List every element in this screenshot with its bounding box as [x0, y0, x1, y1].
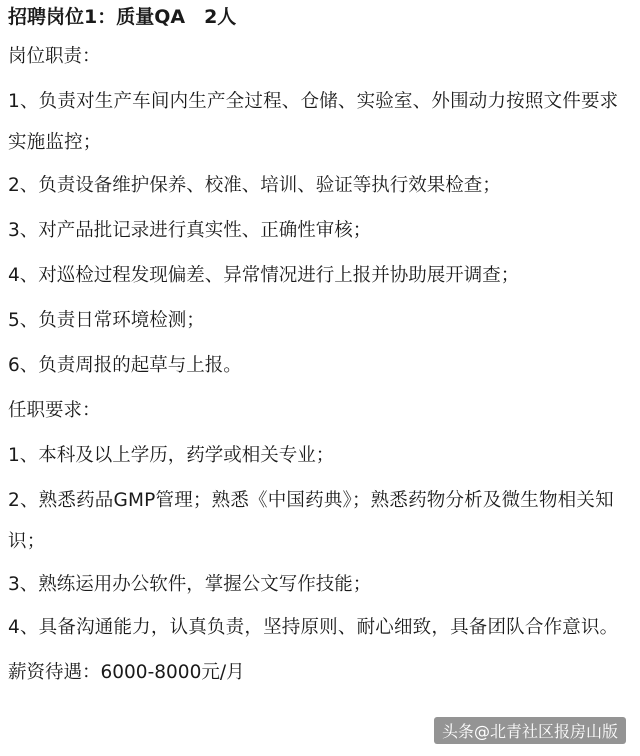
job-posting [8, 0, 634, 695]
requirement-item: 4、具备沟通能力，认真负责，坚持原则、耐心细致，具备团队合作意识。 [8, 617, 619, 638]
duties-heading: 岗位职责： [8, 46, 101, 67]
duty-item: 6、负责周报的起草与上报。 [8, 355, 242, 376]
requirement-item: 3、熟练运用办公软件，掌握公文写作技能； [8, 574, 372, 595]
posting-title: 招聘岗位1：质量QA 2人 [8, 6, 237, 28]
requirement-item: 2、熟悉药品GMP管理；熟悉《中国药典》；熟悉药物分析及微生物相关知识； [8, 490, 614, 552]
duty-item: 4、对巡检过程发现偏差、异常情况进行上报并协助展开调查； [8, 265, 520, 286]
duty-item: 1、负责对生产车间内生产全过程、仓储、实验室、外围动力按照文件要求实施监控； [8, 91, 619, 153]
duty-item: 2、负责设备维护保养、校准、培训、验证等执行效果检查； [8, 175, 501, 196]
requirement-item: 1、本科及以上学历，药学或相关专业； [8, 445, 335, 466]
requirements-heading: 任职要求： [8, 400, 101, 421]
duty-item: 3、对产品批记录进行真实性、正确性审核； [8, 220, 372, 241]
source-watermark: 头条@北青社区报房山版 [434, 717, 626, 744]
salary-line: 薪资待遇：6000-8000元/月 [8, 662, 245, 683]
duty-item: 5、负责日常环境检测； [8, 310, 205, 331]
